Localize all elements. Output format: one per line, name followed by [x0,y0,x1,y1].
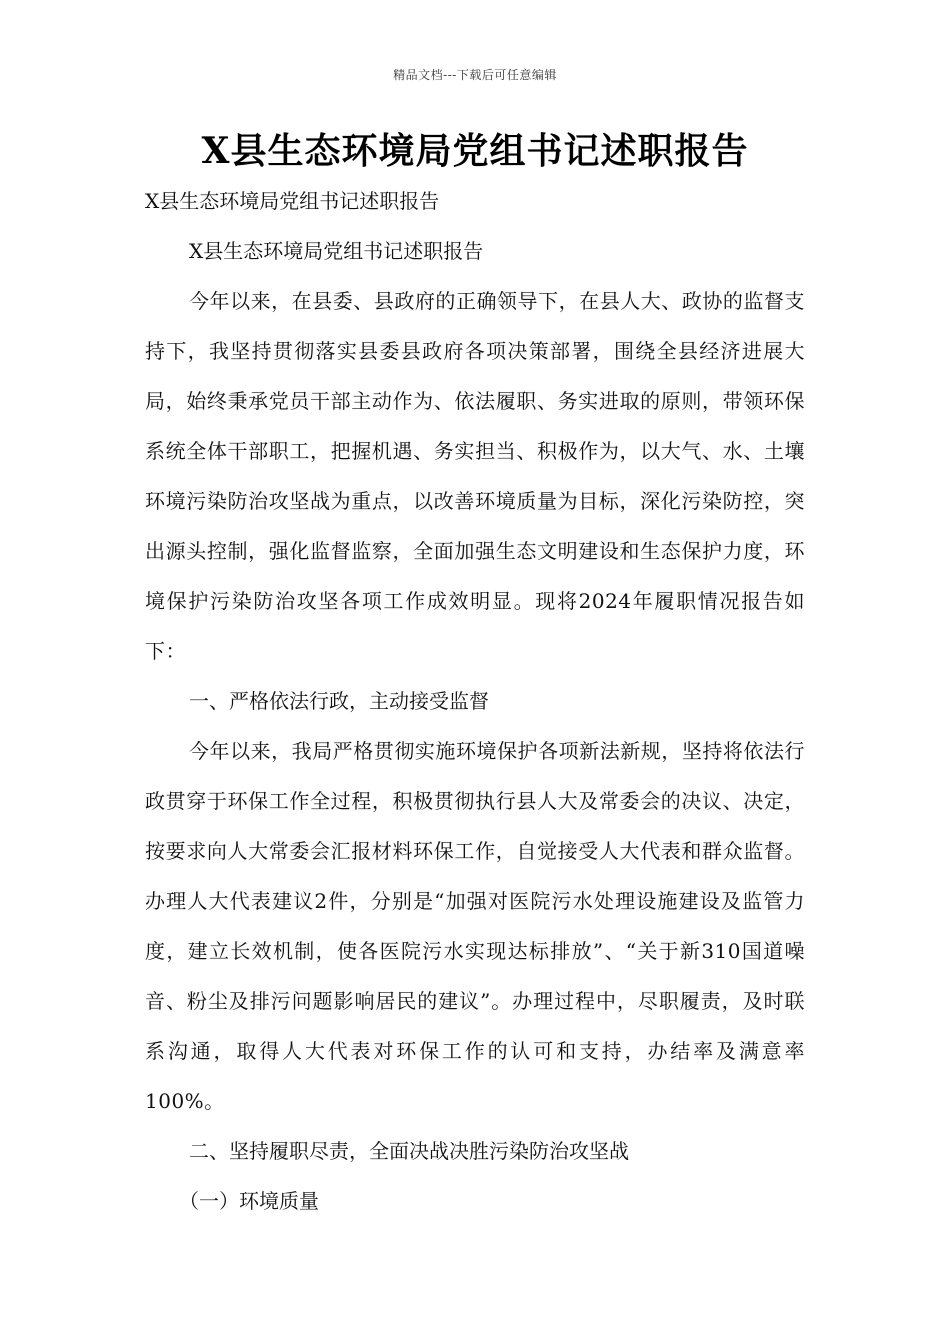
header-note: 精品文档---下载后可任意编辑 [393,68,557,82]
section1-heading: 一、严格依法行政，主动接受监督 [189,689,489,713]
subtitle-line: X县生态环境局党组书记述职报告 [145,189,440,213]
section2-heading: 二、坚持履职尽责，全面决战决胜污染防治攻坚战 [189,1139,629,1163]
section2-subheading: （一）环境质量 [179,1189,319,1213]
intro-paragraph: 今年以来，在县委、县政府的正确领导下，在县人大、政协的监督支持下，我坚持贯彻落实县委县政府各项决策部署，围绕全县经济进展大局，始终秉承党员干部主动作为、依法履职、务实进取的原则，带领环保系统全体干部职工，把握机遇、务实担当、积极作为，以大气、水、土壤环境污染防治攻坚战为重点，以改善环境质量为目标，深化污染防控，突出源头控制，强化监督监察，全面加强生态文明建设和生态保护力度，环境保护污染防治攻坚各项工作成效明显。现将2024年履职情况报告如下： [145,289,805,663]
document-title: X县生态环境局党组书记述职报告 [201,130,749,172]
subtitle-indented: X县生态环境局党组书记述职报告 [189,239,484,263]
section1-paragraph: 今年以来，我局严格贯彻实施环境保护各项新法新规，坚持将依法行政贯穿于环保工作全过程，积极贯彻执行县人大及常委会的决议、决定，按要求向人大常委会汇报材料环保工作，自觉接受人大代表和群众监督。办理人大代表建议2件，分别是“加强对医院污水处理设施建设及监管力度，建立长效机制，使各医院污水实现达标排放”、“关于新310国道噪音、粉尘及排污问题影响居民的建议”。办理过程中，尽职履责，及时联系沟通，取得人大代表对环保工作的认可和支持，办结率及满意率100%。 [145,739,805,1113]
document-body [145,176,805,1226]
